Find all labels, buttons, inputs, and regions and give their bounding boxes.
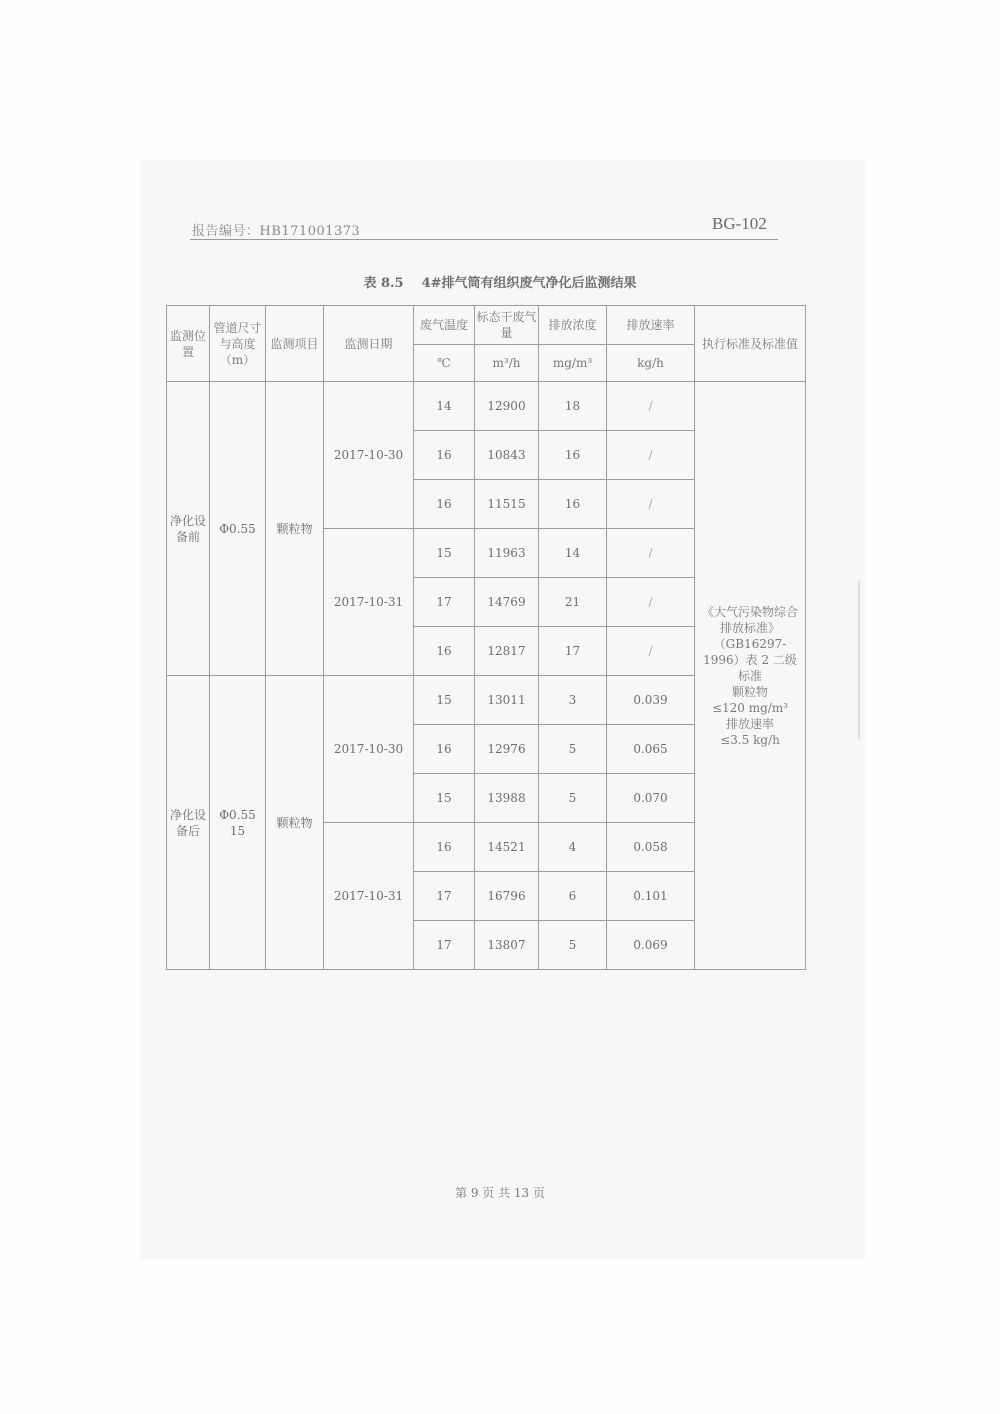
cell-rate: / — [607, 480, 695, 529]
cell-flow: 13988 — [475, 774, 539, 823]
cell-rate: 0.039 — [607, 676, 695, 725]
cell-flow: 14521 — [475, 823, 539, 872]
cell-temp: 17 — [414, 578, 475, 627]
cell-rate: / — [607, 382, 695, 431]
cell-rate: / — [607, 431, 695, 480]
cell-flow: 10843 — [475, 431, 539, 480]
cell-flow: 13807 — [475, 921, 539, 970]
cell-temp: 17 — [414, 921, 475, 970]
cell-rate: / — [607, 578, 695, 627]
cell-item: 颗粒物 — [266, 382, 324, 676]
cell-conc: 16 — [539, 431, 607, 480]
report-code: BG-102 — [712, 214, 767, 233]
table-row — [167, 382, 806, 431]
cell-item: 颗粒物 — [266, 676, 324, 970]
cell-date: 2017-10-30 — [324, 676, 414, 823]
cell-temp: 15 — [414, 774, 475, 823]
table-number: 表 8.5 — [363, 276, 404, 291]
header-flow: 标态干废气量 — [475, 306, 539, 345]
cell-temp: 15 — [414, 676, 475, 725]
cell-conc: 5 — [539, 725, 607, 774]
cell-rate: / — [607, 529, 695, 578]
header-divider — [190, 239, 778, 240]
cell-date: 2017-10-31 — [324, 823, 414, 970]
header-pipe: 管道尺寸与高度（m） — [210, 306, 266, 382]
cell-location: 净化设备前 — [167, 382, 210, 676]
unit-rate: kg/h — [607, 345, 695, 382]
monitoring-results-table — [166, 305, 806, 970]
cell-temp: 15 — [414, 529, 475, 578]
cell-conc: 17 — [539, 627, 607, 676]
cell-pipe: Φ0.55 — [210, 382, 266, 676]
page-footer: 第 9 页 共 13 页 — [455, 1186, 545, 1200]
cell-conc: 5 — [539, 921, 607, 970]
cell-flow: 12817 — [475, 627, 539, 676]
header-item: 监测项目 — [266, 306, 324, 382]
cell-flow: 13011 — [475, 676, 539, 725]
header-conc: 排放浓度 — [539, 306, 607, 345]
cell-temp: 14 — [414, 382, 475, 431]
cell-conc: 3 — [539, 676, 607, 725]
cell-conc: 5 — [539, 774, 607, 823]
cell-temp: 17 — [414, 872, 475, 921]
cell-temp: 16 — [414, 480, 475, 529]
cell-conc: 16 — [539, 480, 607, 529]
cell-date: 2017-10-31 — [324, 529, 414, 676]
cell-conc: 6 — [539, 872, 607, 921]
cell-flow: 11963 — [475, 529, 539, 578]
cell-rate: 0.070 — [607, 774, 695, 823]
unit-flow: m³/h — [475, 345, 539, 382]
cell-conc: 4 — [539, 823, 607, 872]
report-number: 报告编号：HB171001373 — [192, 224, 361, 239]
cell-temp: 16 — [414, 627, 475, 676]
cell-flow: 16796 — [475, 872, 539, 921]
header-rate: 排放速率 — [607, 306, 695, 345]
cell-rate: 0.065 — [607, 725, 695, 774]
cell-standard: 《大气污染物综合排放标准》（GB16297-1996）表 2 二级标准 颗粒物 ≤120 mg/m³ 排放速率 ≤3.5 kg/h — [695, 382, 806, 970]
cell-conc: 14 — [539, 529, 607, 578]
table-title — [0, 272, 1000, 291]
cell-date: 2017-10-30 — [324, 382, 414, 529]
cell-temp: 16 — [414, 431, 475, 480]
cell-rate: 0.069 — [607, 921, 695, 970]
cell-conc: 21 — [539, 578, 607, 627]
cell-location: 净化设备后 — [167, 676, 210, 970]
cell-rate: 0.101 — [607, 872, 695, 921]
cell-temp: 16 — [414, 725, 475, 774]
cell-rate: 0.058 — [607, 823, 695, 872]
table-caption: 4#排气筒有组织废气净化后监测结果 — [421, 276, 637, 291]
header-temp: 废气温度 — [414, 306, 475, 345]
cell-conc: 18 — [539, 382, 607, 431]
header-date: 监测日期 — [324, 306, 414, 382]
cell-rate: / — [607, 627, 695, 676]
cell-flow: 11515 — [475, 480, 539, 529]
cell-temp: 16 — [414, 823, 475, 872]
header-location: 监测位置 — [167, 306, 210, 382]
scan-edge-mark — [858, 580, 868, 740]
cell-flow: 14769 — [475, 578, 539, 627]
cell-flow: 12976 — [475, 725, 539, 774]
unit-conc: mg/m³ — [539, 345, 607, 382]
cell-flow: 12900 — [475, 382, 539, 431]
header-standard: 执行标准及标准值 — [695, 306, 806, 382]
cell-pipe: Φ0.55 15 — [210, 676, 266, 970]
unit-temp: ℃ — [414, 345, 475, 382]
